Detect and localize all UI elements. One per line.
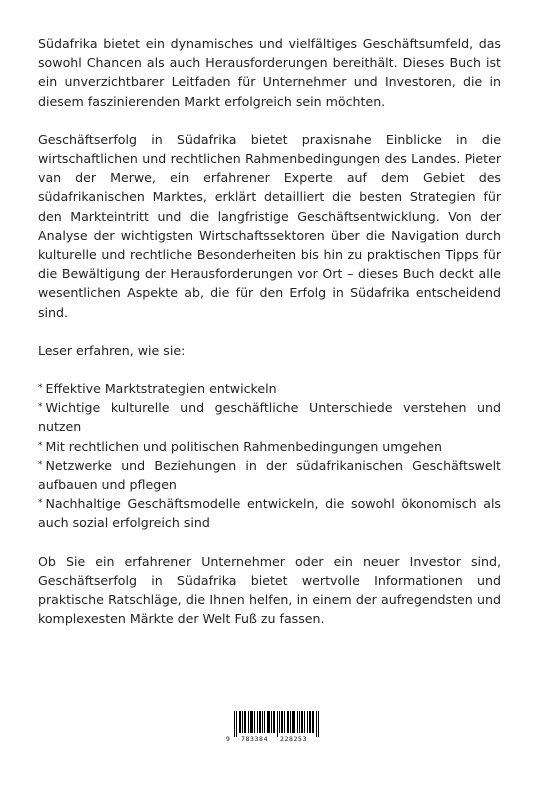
list-item-text: Nachhaltige Geschäftsmodelle entwickeln, die sowohl ökonomisch als auch sozial erfolgreich sind xyxy=(38,496,501,531)
barcode-bar xyxy=(244,711,245,733)
barcode-bar xyxy=(297,711,298,733)
barcode-bar xyxy=(313,711,314,733)
barcode-bar xyxy=(277,711,278,737)
list-item-text: Wichtige kulturelle und geschäftliche Unterschiede verstehen und nutzen xyxy=(38,400,501,435)
barcode-bar xyxy=(260,711,261,733)
barcode-bar xyxy=(292,711,293,733)
barcode-bar xyxy=(318,711,319,737)
barcode-bar xyxy=(248,711,249,733)
barcode-bar xyxy=(310,711,311,733)
list-item xyxy=(38,494,501,532)
barcode-bar xyxy=(293,711,294,733)
barcode-bar xyxy=(294,711,295,733)
barcode-digits-left: 783384 xyxy=(241,735,269,743)
barcode-bar xyxy=(302,711,303,733)
barcode-bar xyxy=(271,711,272,733)
barcode-bar xyxy=(290,711,291,733)
description-paragraph: Geschäftserfolg in Südafrika bietet praxisnahe Einblicke in die wirtschaftlichen und rechtlichen Rahmenbedingungen des Landes. Pieter van der Merwe, ein erfahrener Experte auf dem Gebiet des südafrikanischen Marktes, erklärt detailliert die besten Strategien für den Markteintritt und die langfristige Geschäftsentwicklung. Von der Analyse der wichtigsten Wirtschaftssektoren über die Navigation durch kulturelle und rechtliche Besonderheiten bis hin zu praktischen Tipps für die Bewältigung der Herausforderungen vor Ort – dieses Buch deckt alle wesentlichen Aspekte ab, die für den Erfolg in Südafrika entscheidend sind. xyxy=(38,131,501,320)
barcode-bar xyxy=(301,711,302,733)
barcode-bar xyxy=(287,711,288,733)
barcode-bar xyxy=(250,711,251,733)
bullet-icon: * xyxy=(38,440,43,451)
barcode-bar xyxy=(234,711,235,737)
barcode-bar xyxy=(288,711,289,733)
barcode-bar xyxy=(242,711,243,733)
barcode-bar xyxy=(251,711,252,733)
barcode-bar xyxy=(239,711,240,733)
intro-paragraph: Südafrika bietet ein dynamisches und vielfältiges Geschäftsumfeld, das sowohl Chancen als auch Herausforderungen bereithält. Dieses Buch ist ein unverzichtbarer Leitfaden für Unternehmer und Investoren, die in diesem faszinierenden Markt erfolgreich sein möchten. xyxy=(38,36,501,109)
bullet-icon: * xyxy=(38,498,43,509)
barcode-bar xyxy=(307,711,308,733)
barcode-bar xyxy=(281,711,282,733)
barcode-bar xyxy=(262,711,263,733)
barcode-digits-right: 228253 xyxy=(280,735,308,743)
barcode-bar xyxy=(245,711,246,733)
barcode-bar xyxy=(259,711,260,733)
barcode-bar xyxy=(299,711,300,733)
list-item xyxy=(38,437,501,456)
list-item-text: Mit rechtlichen und politischen Rahmenbedingungen umgehen xyxy=(45,438,443,454)
barcode-icon xyxy=(226,711,320,737)
barcode-bar xyxy=(236,711,237,737)
list-item xyxy=(38,398,501,436)
isbn-barcode xyxy=(226,711,320,744)
barcode-bar xyxy=(274,711,275,733)
bullet-icon: * xyxy=(38,459,43,470)
list-item xyxy=(38,379,501,398)
list-intro: Leser erfahren, wie sie: xyxy=(38,342,186,358)
barcode-bar xyxy=(279,711,280,733)
barcode-bar xyxy=(240,711,241,733)
barcode-bar xyxy=(312,711,313,733)
barcode-bar xyxy=(257,711,258,733)
benefits-list xyxy=(38,379,501,533)
barcode-bar xyxy=(252,711,253,733)
barcode-bar xyxy=(264,711,265,733)
barcode-bar xyxy=(282,711,283,733)
barcode-bar xyxy=(267,711,268,733)
list-item xyxy=(38,456,501,494)
barcode-bar xyxy=(269,711,270,733)
barcode-bar xyxy=(284,711,285,733)
back-cover-text xyxy=(38,34,501,647)
barcode-bar xyxy=(254,711,255,733)
list-item-text: Netzwerke und Beziehungen in der südafrikanischen Geschäftswelt aufbauen und pflegen xyxy=(38,457,501,493)
barcode-bar xyxy=(304,711,305,733)
barcode-bar xyxy=(316,711,317,737)
bullet-icon: * xyxy=(38,383,43,394)
barcode-bar xyxy=(268,711,269,733)
barcode-digit-first: 9 xyxy=(226,735,230,743)
list-item-text: Effektive Marktstrategien entwickeln xyxy=(45,381,277,397)
bullet-icon: * xyxy=(38,402,43,413)
barcode-bar xyxy=(309,711,310,733)
barcode-bar xyxy=(273,711,274,733)
closing-paragraph: Ob Sie ein erfahrener Unternehmer oder ein neuer Investor sind, Geschäftserfolg in Südafrika bietet wertvolle Informationen und praktische Ratschläge, die Ihnen helfen, in einem der aufregendsten und komplexesten Märkte der Welt Fuß zu fassen. xyxy=(38,553,501,627)
